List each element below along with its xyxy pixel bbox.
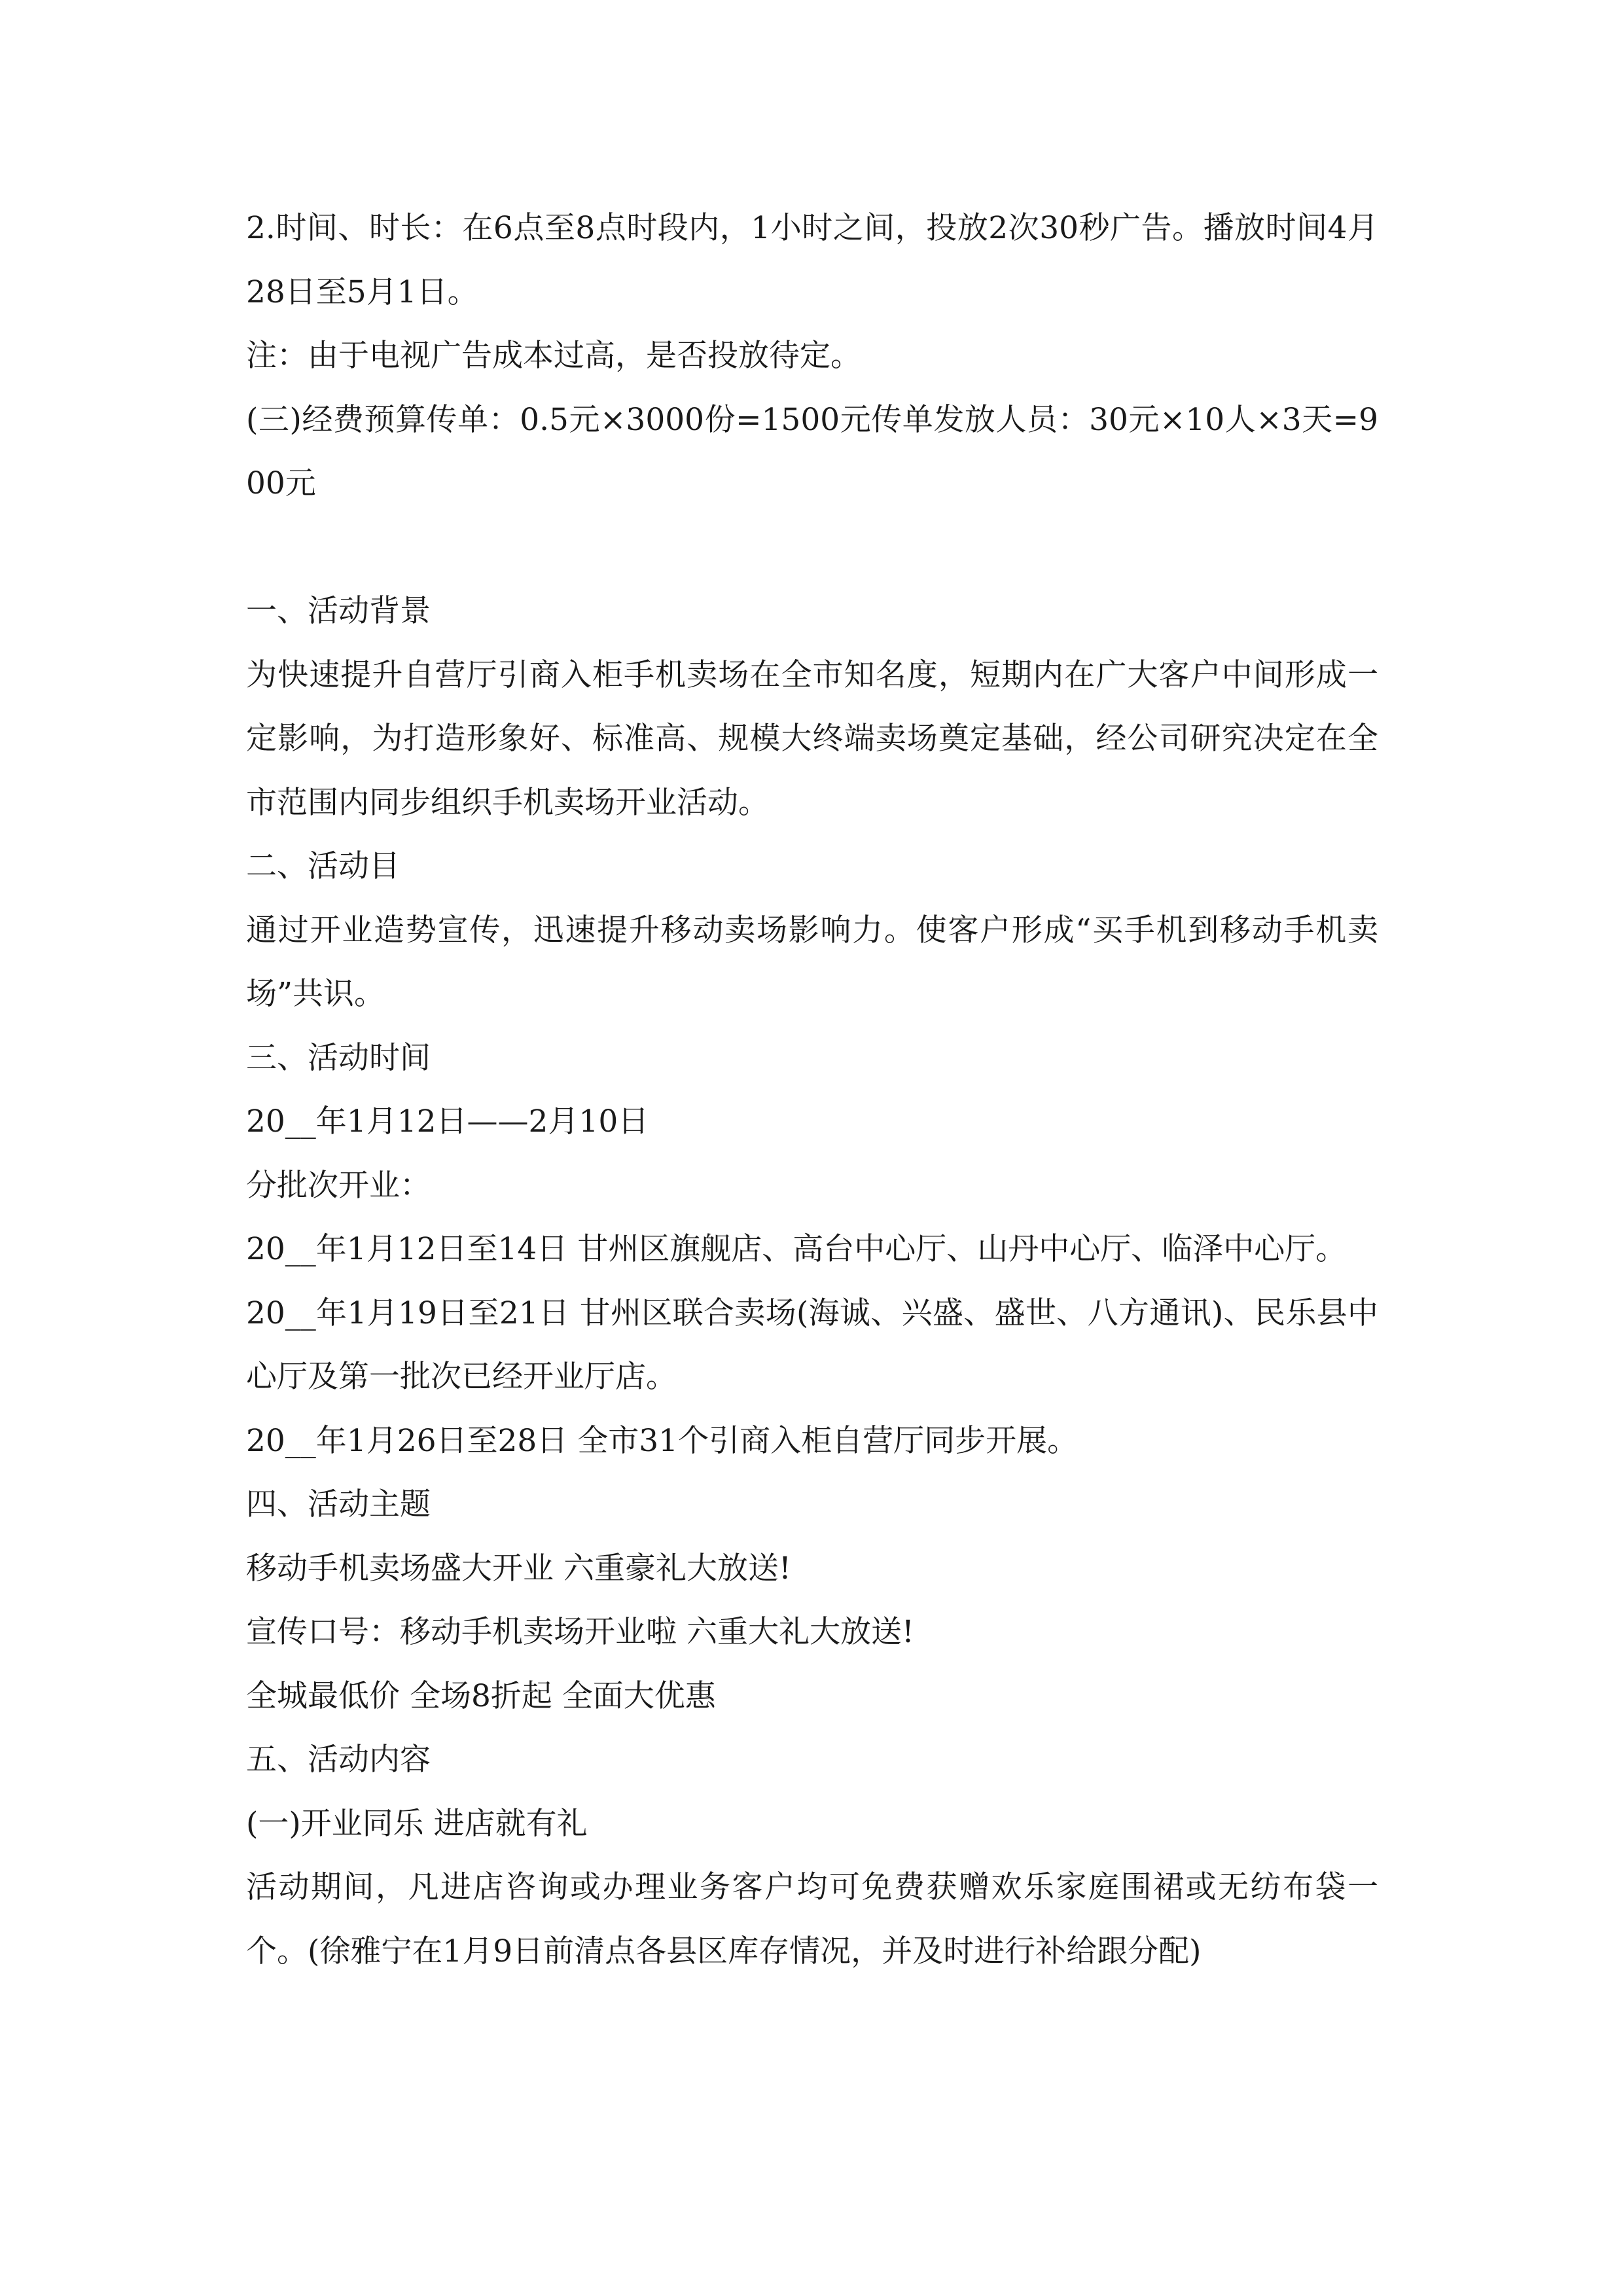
heading-time: 三、活动时间 [246, 1039, 431, 1076]
paragraph-gift: 活动期间，凡进店咨询或办理业务客户均可免费获赠欢乐家庭围裙或无纺布袋一个。(徐雅宁在1月9日前清点各县区库存情况，并及时进行补给跟分配) [246, 1869, 1378, 1969]
heading-goal: 二、活动目 [246, 848, 400, 884]
paragraph-goal: 通过开业造势宣传，迅速提升移动卖场影响力。使客户形成“买手机到移动手机卖场”共识。 [246, 912, 1378, 1012]
paragraph-batch-2: 20__年1月19日至21日 甘州区联合卖场(海诚、兴盛、盛世、八方通讯)、民乐县中心厅及第一批次已经开业厅店。 [246, 1295, 1378, 1395]
paragraph-note: 注：由于电视广告成本过高，是否投放待定。 [246, 338, 861, 374]
paragraph-ad-time: 2.时间、时长：在6点至8点时段内，1小时之间，投放2次30秒广告。播放时间4月28日至5月1日。 [246, 210, 1378, 310]
heading-content: 五、活动内容 [246, 1742, 431, 1778]
paragraph-budget: (三)经费预算传单：0.5元×3000份=1500元传单发放人员：30元×10人×3天=900元 [246, 401, 1378, 501]
paragraph-offer: 全城最低价 全场8折起 全面大优惠 [246, 1677, 716, 1714]
paragraph-batches-label: 分批次开业： [246, 1167, 431, 1204]
heading-theme: 四、活动主题 [246, 1486, 431, 1522]
heading-background: 一、活动背景 [246, 593, 431, 629]
blank-line [246, 516, 1378, 580]
paragraph-batch-3: 20__年1月26日至28日 全市31个引商入柜自营厅同步开展。 [246, 1422, 1079, 1459]
paragraph-batch-1: 20__年1月12日至14日 甘州区旗舰店、高台中心厅、山丹中心厅、临泽中心厅。 [246, 1231, 1347, 1267]
paragraph-slogan: 宣传口号：移动手机卖场开业啦 六重大礼大放送! [246, 1614, 914, 1650]
paragraph-background: 为快速提升自营厅引商入柜手机卖场在全市知名度，短期内在广大客户中间形成一定影响，为打造形象好、标准高、规模大终端卖场奠定基础，经公司研究决定在全市范围内同步组织手机卖场开业活动。 [246, 656, 1378, 821]
document-body [246, 196, 1378, 1983]
subheading-gift: (一)开业同乐 进店就有礼 [246, 1805, 588, 1842]
paragraph-theme: 移动手机卖场盛大开业 六重豪礼大放送! [246, 1550, 791, 1587]
paragraph-time-range: 20__年1月12日——2月10日 [246, 1103, 649, 1139]
